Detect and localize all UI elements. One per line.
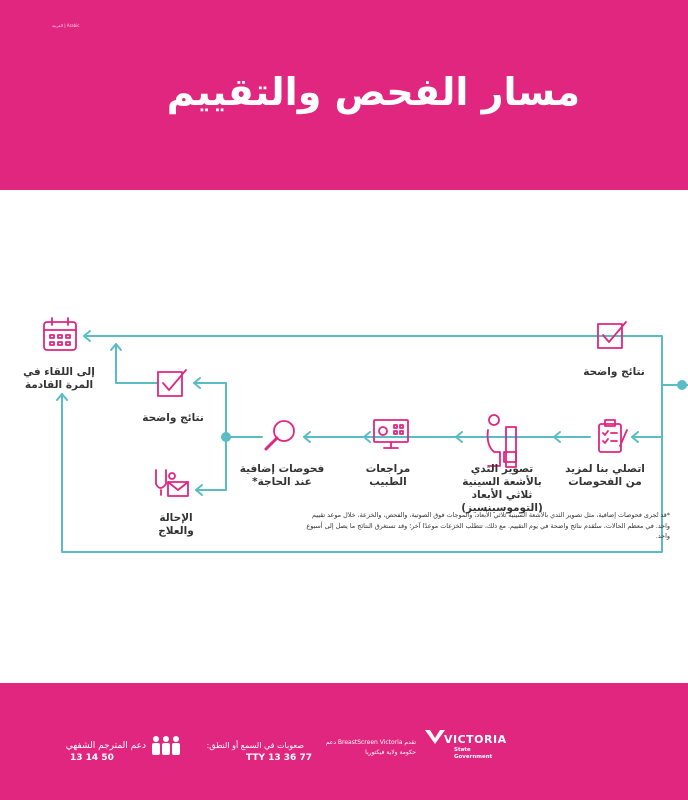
- interpreter-label: دعم المترجم الشفهي: [65, 741, 146, 751]
- label-doctor-reviews: مراجعات الطبيب: [365, 463, 411, 488]
- connector-right-lower: [632, 385, 662, 437]
- interpreter-icon: [150, 735, 182, 757]
- footnote: *قد تُجرى فحوصات إضافية، مثل تصوير الثدي بالأشعة السينية ثلاثي الأبعاد، والموجات فوق الصوتية، والفحص، والخزعة، خلال موعد تقييم واحد. في معظم الحالات، ستُقدم نتائج واضحة في يوم التقييم. مع ذلك، تتطلب الخزعات موعدًا آخر؛ وقد تستغرق النتائج ما يصل إلى أسبوع واحد.: [306, 511, 670, 540]
- connector-referral: [196, 437, 226, 490]
- label-further-tests: اتصلي بنا لمزيد من الفحوصات: [565, 463, 645, 488]
- checkbox-icon-mid: [158, 370, 186, 396]
- clipboard-icon: [599, 420, 627, 452]
- government-text: Government: [454, 754, 493, 760]
- mammography-machine-icon: [488, 415, 516, 467]
- connector-left-branch: [194, 383, 262, 437]
- magnifier-icon: [266, 421, 294, 449]
- label-clear-results-top: نتائج واضحة: [583, 366, 645, 378]
- label-next-appointment: إلى اللقاء في المرة القادمة: [23, 366, 95, 391]
- footer-banner: [0, 683, 688, 800]
- label-clear-results-mid: نتائج واضحة: [142, 412, 204, 424]
- victoria-logo-text: VICTORIA: [444, 733, 507, 746]
- connector-upper-left: [116, 344, 157, 383]
- language-label: العربية | Arabic: [52, 23, 80, 28]
- state-text: State: [454, 747, 471, 753]
- junction-dot-left: [221, 432, 231, 442]
- page-title: مسار الفحص والتقييم: [166, 70, 580, 114]
- computer-screen-icon: [374, 420, 408, 448]
- funding-line1: تقدم BreastScreen Victoria دعم: [325, 739, 416, 746]
- hearing-label: صعوبات في السمع أو النطق:: [206, 741, 304, 750]
- victoria-v-logo-icon: [424, 729, 446, 745]
- tty-number: TTY 13 36 77: [246, 753, 312, 763]
- stethoscope-icon: [156, 470, 188, 496]
- junction-dot-right: [677, 380, 687, 390]
- label-tomosynthesis: تصوير الثدي بالأشعة السينية ثلاثي الأبعاد (التوموسينسيز): [461, 463, 543, 514]
- interpreter-number: 13 14 50: [70, 753, 114, 763]
- funding-line2: حكومة ولاية فيكتوريا: [365, 749, 416, 756]
- label-additional-tests: فحوصات إضافية عند الحاجة*: [239, 463, 325, 488]
- calendar-icon: [44, 318, 76, 350]
- label-referral-treatment: الإحالة والعلاج: [158, 512, 194, 537]
